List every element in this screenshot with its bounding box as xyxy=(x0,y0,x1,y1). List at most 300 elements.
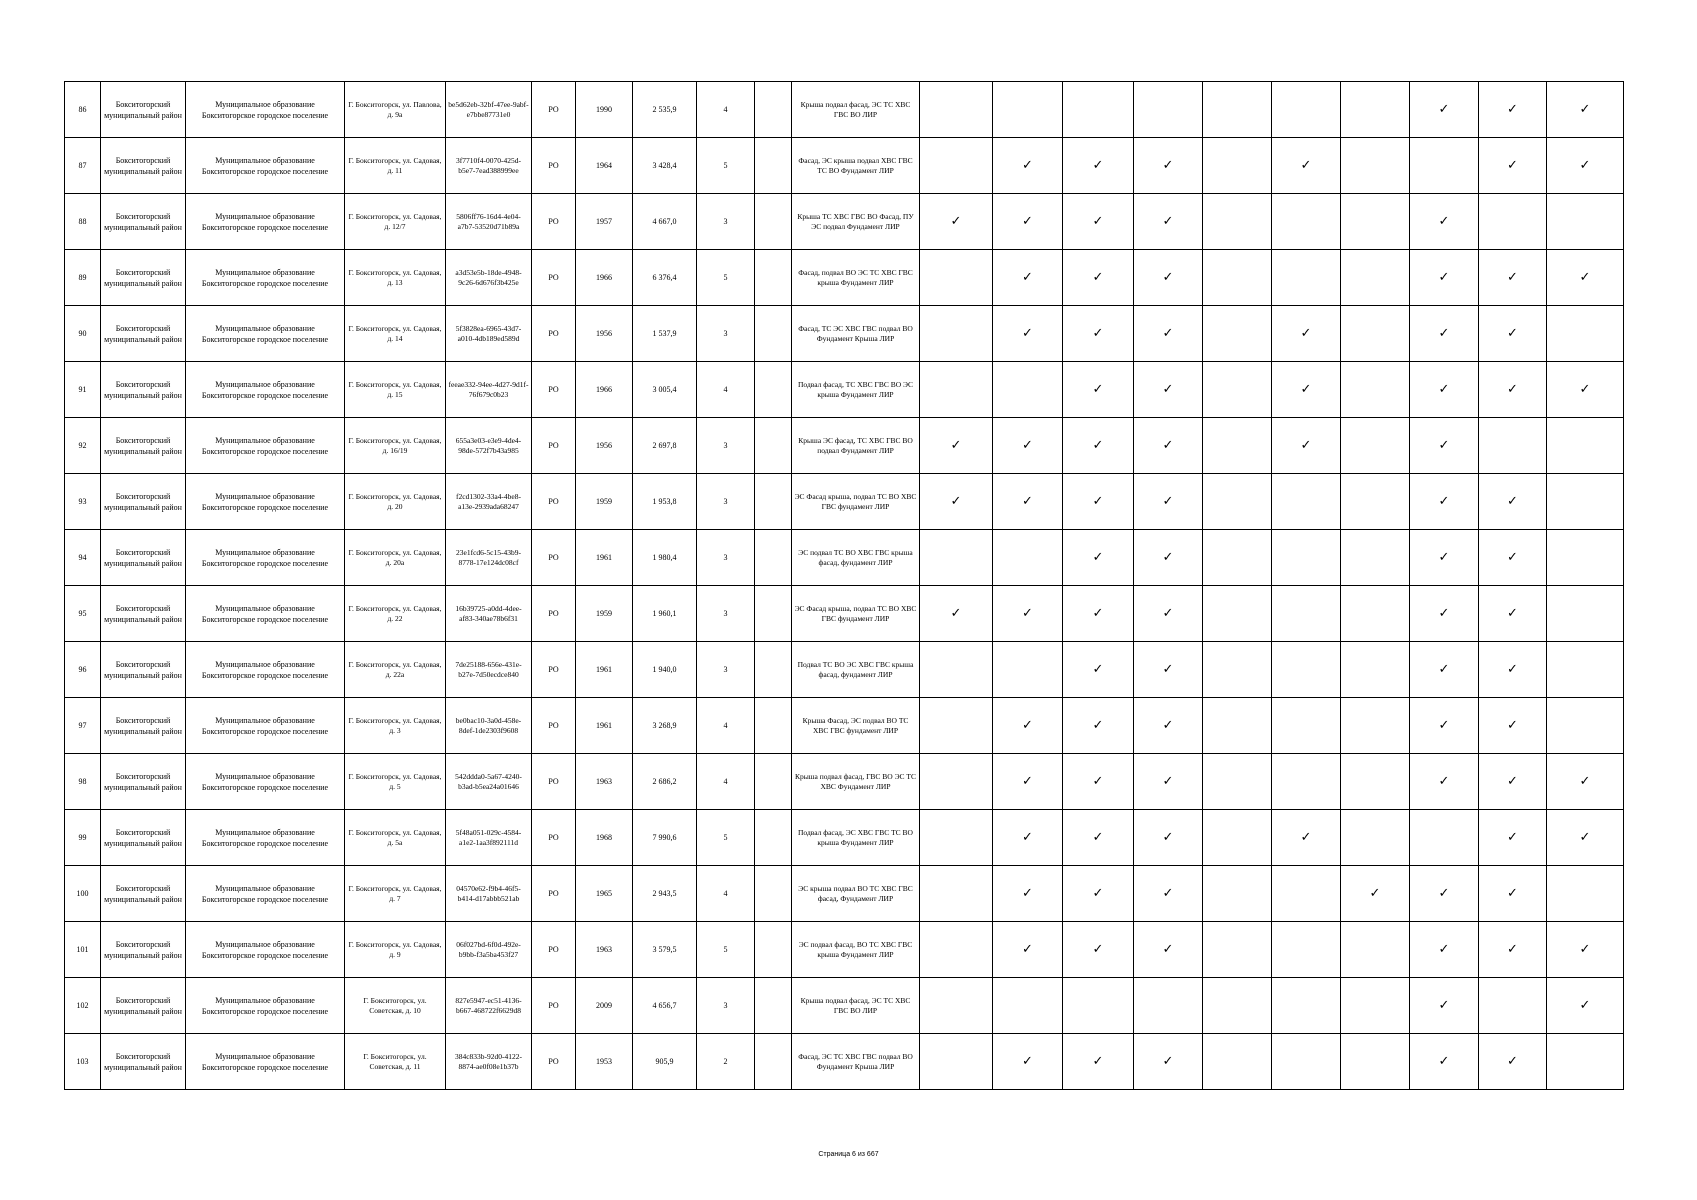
cell-works: Подвал фасад, ТС ХВС ГВС ВО ЭС крыша Фундамент ЛИР xyxy=(792,362,920,418)
check-mark-icon: ✓ xyxy=(1063,586,1134,642)
cell-empty xyxy=(1341,530,1410,586)
cell-municipality: Муниципальное образование Бокситогорское городское поселение xyxy=(186,138,345,194)
cell-type: РО xyxy=(532,754,576,810)
check-mark-icon: ✓ xyxy=(1410,194,1479,250)
cell-type: РО xyxy=(532,82,576,138)
check-mark-icon: ✓ xyxy=(1134,642,1203,698)
check-mark-icon: ✓ xyxy=(993,250,1063,306)
cell-num: 89 xyxy=(65,250,101,306)
cell-floors: 3 xyxy=(697,306,755,362)
cell-num: 100 xyxy=(65,866,101,922)
check-mark-icon: ✓ xyxy=(1410,530,1479,586)
cell-type: РО xyxy=(532,922,576,978)
check-mark-icon: ✓ xyxy=(993,754,1063,810)
cell-municipality: Муниципальное образование Бокситогорское городское поселение xyxy=(186,698,345,754)
cell-empty xyxy=(1547,418,1624,474)
check-mark-icon: ✓ xyxy=(1063,418,1134,474)
cell-floors: 4 xyxy=(697,698,755,754)
table-row xyxy=(65,586,1624,642)
cell-empty xyxy=(1134,82,1203,138)
cell-year: 1965 xyxy=(576,866,633,922)
cell-area: 1 537,9 xyxy=(633,306,697,362)
check-mark-icon: ✓ xyxy=(1410,82,1479,138)
cell-empty xyxy=(1272,1034,1341,1090)
table-row xyxy=(65,642,1624,698)
check-mark-icon: ✓ xyxy=(993,474,1063,530)
cell-municipality: Муниципальное образование Бокситогорское городское поселение xyxy=(186,586,345,642)
check-mark-icon: ✓ xyxy=(1479,642,1547,698)
check-mark-icon: ✓ xyxy=(1063,754,1134,810)
cell-empty xyxy=(755,194,792,250)
cell-num: 95 xyxy=(65,586,101,642)
cell-municipality: Муниципальное образование Бокситогорское городское поселение xyxy=(186,922,345,978)
cell-type: РО xyxy=(532,978,576,1034)
cell-empty xyxy=(1203,306,1272,362)
cell-empty xyxy=(920,306,993,362)
check-mark-icon: ✓ xyxy=(1479,922,1547,978)
cell-guid: feeae332-94ee-4d27-9d1f-76f679c0b23 xyxy=(446,362,532,418)
cell-empty xyxy=(755,586,792,642)
cell-empty xyxy=(1272,922,1341,978)
cell-district: Бокситогорский муниципальный район xyxy=(101,306,186,362)
check-mark-icon: ✓ xyxy=(1547,922,1624,978)
cell-area: 2 697,8 xyxy=(633,418,697,474)
cell-works: Фасад, ЭС крыша подвал ХВС ГВС ТС ВО Фундамент ЛИР xyxy=(792,138,920,194)
cell-empty xyxy=(755,530,792,586)
cell-address: Г. Бокситогорск, ул. Садовая, д. 12/7 xyxy=(345,194,446,250)
cell-district: Бокситогорский муниципальный район xyxy=(101,1034,186,1090)
cell-type: РО xyxy=(532,530,576,586)
check-mark-icon: ✓ xyxy=(1479,474,1547,530)
cell-year: 1953 xyxy=(576,1034,633,1090)
cell-area: 4 656,7 xyxy=(633,978,697,1034)
cell-type: РО xyxy=(532,250,576,306)
cell-empty xyxy=(920,866,993,922)
cell-num: 90 xyxy=(65,306,101,362)
cell-num: 102 xyxy=(65,978,101,1034)
cell-works: ЭС Фасад крыша, подвал ТС ВО ХВС ГВС фундамент ЛИР xyxy=(792,474,920,530)
cell-empty xyxy=(755,642,792,698)
cell-floors: 3 xyxy=(697,586,755,642)
cell-works: Фасад, ЭС ТС ХВС ГВС подвал ВО Фундамент Крыша ЛИР xyxy=(792,1034,920,1090)
cell-area: 3 268,9 xyxy=(633,698,697,754)
check-mark-icon: ✓ xyxy=(993,194,1063,250)
cell-type: РО xyxy=(532,866,576,922)
check-mark-icon: ✓ xyxy=(1479,82,1547,138)
cell-address: Г. Бокситогорск, ул. Садовая, д. 15 xyxy=(345,362,446,418)
cell-num: 99 xyxy=(65,810,101,866)
cell-year: 1990 xyxy=(576,82,633,138)
cell-empty xyxy=(1479,978,1547,1034)
cell-municipality: Муниципальное образование Бокситогорское городское поселение xyxy=(186,82,345,138)
check-mark-icon: ✓ xyxy=(1063,474,1134,530)
cell-empty xyxy=(920,754,993,810)
check-mark-icon: ✓ xyxy=(1134,810,1203,866)
cell-address: Г. Бокситогорск, ул. Садовая, д. 14 xyxy=(345,306,446,362)
table-row xyxy=(65,810,1624,866)
table-row xyxy=(65,250,1624,306)
cell-municipality: Муниципальное образование Бокситогорское городское поселение xyxy=(186,306,345,362)
cell-works: Подвал ТС ВО ЭС ХВС ГВС крыша фасад, фундамент ЛИР xyxy=(792,642,920,698)
check-mark-icon: ✓ xyxy=(1479,530,1547,586)
cell-guid: 04570e62-f9b4-46f5-b414-d17abbb521ab xyxy=(446,866,532,922)
cell-works: Фасад, подвал ВО ЭС ТС ХВС ГВС крыша Фундамент ЛИР xyxy=(792,250,920,306)
check-mark-icon: ✓ xyxy=(1410,642,1479,698)
cell-works: Крыша подвал фасад, ЭС ТС ХВС ГВС ВО ЛИР xyxy=(792,978,920,1034)
cell-empty xyxy=(755,698,792,754)
cell-year: 1968 xyxy=(576,810,633,866)
check-mark-icon: ✓ xyxy=(1410,586,1479,642)
cell-empty xyxy=(755,978,792,1034)
cell-floors: 5 xyxy=(697,810,755,866)
check-mark-icon: ✓ xyxy=(920,194,993,250)
table-row xyxy=(65,306,1624,362)
cell-empty xyxy=(993,978,1063,1034)
check-mark-icon: ✓ xyxy=(1134,194,1203,250)
check-mark-icon: ✓ xyxy=(1063,138,1134,194)
table-row xyxy=(65,1034,1624,1090)
cell-district: Бокситогорский муниципальный район xyxy=(101,754,186,810)
cell-empty xyxy=(1341,474,1410,530)
cell-empty xyxy=(755,474,792,530)
cell-num: 87 xyxy=(65,138,101,194)
cell-empty xyxy=(1341,810,1410,866)
check-mark-icon: ✓ xyxy=(1063,866,1134,922)
table-body xyxy=(65,82,1624,1090)
cell-guid: 06f027bd-6f0d-492e-b9bb-f3a5ba453f27 xyxy=(446,922,532,978)
cell-empty xyxy=(1341,138,1410,194)
cell-area: 3 579,5 xyxy=(633,922,697,978)
cell-empty xyxy=(755,82,792,138)
check-mark-icon: ✓ xyxy=(993,1034,1063,1090)
cell-num: 97 xyxy=(65,698,101,754)
check-mark-icon: ✓ xyxy=(1063,642,1134,698)
cell-address: Г. Бокситогорск, ул. Садовая, д. 16/19 xyxy=(345,418,446,474)
check-mark-icon: ✓ xyxy=(1410,922,1479,978)
check-mark-icon: ✓ xyxy=(1272,362,1341,418)
cell-municipality: Муниципальное образование Бокситогорское городское поселение xyxy=(186,362,345,418)
cell-address: Г. Бокситогорск, ул. Садовая, д. 5 xyxy=(345,754,446,810)
cell-num: 91 xyxy=(65,362,101,418)
cell-floors: 5 xyxy=(697,922,755,978)
cell-works: Фасад, ТС ЭС ХВС ГВС подвал ВО Фундамент Крыша ЛИР xyxy=(792,306,920,362)
cell-num: 96 xyxy=(65,642,101,698)
cell-num: 86 xyxy=(65,82,101,138)
check-mark-icon: ✓ xyxy=(1272,138,1341,194)
cell-address: Г. Бокситогорск, ул. Садовая, д. 5а xyxy=(345,810,446,866)
cell-municipality: Муниципальное образование Бокситогорское городское поселение xyxy=(186,866,345,922)
cell-empty xyxy=(1203,1034,1272,1090)
cell-works: ЭС Фасад крыша, подвал ТС ВО ХВС ГВС фундамент ЛИР xyxy=(792,586,920,642)
table-row xyxy=(65,698,1624,754)
check-mark-icon: ✓ xyxy=(1134,754,1203,810)
cell-works: ЭС подвал фасад, ВО ТС ХВС ГВС крыша Фундамент ЛИР xyxy=(792,922,920,978)
cell-municipality: Муниципальное образование Бокситогорское городское поселение xyxy=(186,474,345,530)
cell-empty xyxy=(920,138,993,194)
cell-type: РО xyxy=(532,586,576,642)
table-row xyxy=(65,194,1624,250)
table-row xyxy=(65,922,1624,978)
cell-floors: 3 xyxy=(697,978,755,1034)
cell-empty xyxy=(920,1034,993,1090)
cell-municipality: Муниципальное образование Бокситогорское городское поселение xyxy=(186,250,345,306)
cell-empty xyxy=(1203,810,1272,866)
check-mark-icon: ✓ xyxy=(1410,698,1479,754)
cell-guid: a3d53e5b-18de-4948-9c26-6d676f3b425e xyxy=(446,250,532,306)
table-row xyxy=(65,362,1624,418)
cell-empty xyxy=(993,82,1063,138)
cell-floors: 4 xyxy=(697,82,755,138)
check-mark-icon: ✓ xyxy=(1272,306,1341,362)
check-mark-icon: ✓ xyxy=(1547,82,1624,138)
check-mark-icon: ✓ xyxy=(993,866,1063,922)
cell-guid: 5806ff76-16d4-4e04-a7b7-53520d71b89a xyxy=(446,194,532,250)
cell-district: Бокситогорский муниципальный район xyxy=(101,866,186,922)
check-mark-icon: ✓ xyxy=(1272,810,1341,866)
check-mark-icon: ✓ xyxy=(1134,362,1203,418)
cell-empty xyxy=(1203,530,1272,586)
cell-empty xyxy=(920,362,993,418)
cell-guid: f2cd1302-33a4-4be8-a13e-2939ada68247 xyxy=(446,474,532,530)
cell-works: Крыша подвал фасад, ГВС ВО ЭС ТС ХВС Фундамент ЛИР xyxy=(792,754,920,810)
cell-municipality: Муниципальное образование Бокситогорское городское поселение xyxy=(186,530,345,586)
cell-empty xyxy=(755,250,792,306)
check-mark-icon: ✓ xyxy=(1134,138,1203,194)
cell-floors: 4 xyxy=(697,754,755,810)
cell-empty xyxy=(755,1034,792,1090)
buildings-table xyxy=(64,81,1624,1090)
cell-area: 2 943,5 xyxy=(633,866,697,922)
check-mark-icon: ✓ xyxy=(920,418,993,474)
cell-empty xyxy=(920,250,993,306)
check-mark-icon: ✓ xyxy=(1479,866,1547,922)
cell-municipality: Муниципальное образование Бокситогорское городское поселение xyxy=(186,642,345,698)
cell-empty xyxy=(1341,922,1410,978)
cell-floors: 3 xyxy=(697,530,755,586)
cell-floors: 2 xyxy=(697,1034,755,1090)
cell-num: 98 xyxy=(65,754,101,810)
cell-guid: 7de25188-656e-431e-b27e-7d50ecdce840 xyxy=(446,642,532,698)
cell-type: РО xyxy=(532,418,576,474)
cell-empty xyxy=(755,866,792,922)
check-mark-icon: ✓ xyxy=(1272,418,1341,474)
cell-empty xyxy=(1341,194,1410,250)
cell-area: 1 960,1 xyxy=(633,586,697,642)
check-mark-icon: ✓ xyxy=(1410,866,1479,922)
cell-floors: 5 xyxy=(697,138,755,194)
cell-empty xyxy=(1203,194,1272,250)
page-footer xyxy=(0,1151,1697,1158)
cell-empty xyxy=(1341,698,1410,754)
cell-empty xyxy=(1341,754,1410,810)
check-mark-icon: ✓ xyxy=(1479,1034,1547,1090)
check-mark-icon: ✓ xyxy=(1410,1034,1479,1090)
cell-district: Бокситогорский муниципальный район xyxy=(101,978,186,1034)
check-mark-icon: ✓ xyxy=(1410,474,1479,530)
cell-address: Г. Бокситогорск, ул. Советская, д. 10 xyxy=(345,978,446,1034)
cell-empty xyxy=(1547,642,1624,698)
table-row xyxy=(65,418,1624,474)
check-mark-icon: ✓ xyxy=(1479,250,1547,306)
cell-year: 1961 xyxy=(576,530,633,586)
cell-empty xyxy=(755,138,792,194)
table-row xyxy=(65,82,1624,138)
cell-empty xyxy=(1272,586,1341,642)
cell-guid: 5f48a051-029c-4584-a1e2-1aa3f892111d xyxy=(446,810,532,866)
cell-empty xyxy=(1203,418,1272,474)
cell-empty xyxy=(755,306,792,362)
check-mark-icon: ✓ xyxy=(1134,586,1203,642)
cell-empty xyxy=(1547,1034,1624,1090)
check-mark-icon: ✓ xyxy=(993,586,1063,642)
cell-area: 2 535,9 xyxy=(633,82,697,138)
cell-empty xyxy=(993,642,1063,698)
cell-empty xyxy=(920,978,993,1034)
cell-municipality: Муниципальное образование Бокситогорское городское поселение xyxy=(186,978,345,1034)
cell-type: РО xyxy=(532,306,576,362)
cell-address: Г. Бокситогорск, ул. Павлова, д. 9а xyxy=(345,82,446,138)
cell-works: ЭС крыша подвал ВО ТС ХВС ГВС фасад, Фундамент ЛИР xyxy=(792,866,920,922)
cell-empty xyxy=(1272,474,1341,530)
check-mark-icon: ✓ xyxy=(1063,194,1134,250)
check-mark-icon: ✓ xyxy=(993,306,1063,362)
cell-empty xyxy=(1272,978,1341,1034)
check-mark-icon: ✓ xyxy=(1410,418,1479,474)
cell-area: 1 953,8 xyxy=(633,474,697,530)
cell-empty xyxy=(920,642,993,698)
check-mark-icon: ✓ xyxy=(1063,810,1134,866)
page-number: Страница 6 из 667 xyxy=(818,1151,879,1158)
cell-empty xyxy=(755,922,792,978)
cell-num: 92 xyxy=(65,418,101,474)
check-mark-icon: ✓ xyxy=(1063,250,1134,306)
check-mark-icon: ✓ xyxy=(993,810,1063,866)
cell-num: 94 xyxy=(65,530,101,586)
cell-year: 2009 xyxy=(576,978,633,1034)
check-mark-icon: ✓ xyxy=(993,418,1063,474)
cell-district: Бокситогорский муниципальный район xyxy=(101,194,186,250)
cell-empty xyxy=(1547,586,1624,642)
cell-works: Подвал фасад, ЭС ХВС ГВС ТС ВО крыша Фундамент ЛИР xyxy=(792,810,920,866)
check-mark-icon: ✓ xyxy=(993,922,1063,978)
cell-num: 88 xyxy=(65,194,101,250)
cell-empty xyxy=(1063,978,1134,1034)
cell-guid: 384c833b-92d0-4122-8874-ae0f08e1b37b xyxy=(446,1034,532,1090)
check-mark-icon: ✓ xyxy=(1479,754,1547,810)
cell-empty xyxy=(1341,362,1410,418)
check-mark-icon: ✓ xyxy=(1063,698,1134,754)
cell-area: 1 940,0 xyxy=(633,642,697,698)
cell-empty xyxy=(920,922,993,978)
table-row xyxy=(65,138,1624,194)
cell-empty xyxy=(1341,82,1410,138)
cell-type: РО xyxy=(532,1034,576,1090)
cell-municipality: Муниципальное образование Бокситогорское городское поселение xyxy=(186,1034,345,1090)
cell-type: РО xyxy=(532,474,576,530)
table-row xyxy=(65,754,1624,810)
check-mark-icon: ✓ xyxy=(1063,1034,1134,1090)
check-mark-icon: ✓ xyxy=(1547,362,1624,418)
check-mark-icon: ✓ xyxy=(1479,698,1547,754)
check-mark-icon: ✓ xyxy=(1134,530,1203,586)
check-mark-icon: ✓ xyxy=(1134,698,1203,754)
check-mark-icon: ✓ xyxy=(1134,250,1203,306)
cell-address: Г. Бокситогорск, ул. Советская, д. 11 xyxy=(345,1034,446,1090)
cell-address: Г. Бокситогорск, ул. Садовая, д. 9 xyxy=(345,922,446,978)
cell-empty xyxy=(1203,642,1272,698)
cell-empty xyxy=(993,530,1063,586)
cell-district: Бокситогорский муниципальный район xyxy=(101,362,186,418)
cell-empty xyxy=(1479,194,1547,250)
cell-area: 3 005,4 xyxy=(633,362,697,418)
check-mark-icon: ✓ xyxy=(920,586,993,642)
cell-district: Бокситогорский муниципальный район xyxy=(101,138,186,194)
check-mark-icon: ✓ xyxy=(1479,586,1547,642)
check-mark-icon: ✓ xyxy=(1547,754,1624,810)
cell-guid: 827e5947-ec51-4136-b667-468722f6629d8 xyxy=(446,978,532,1034)
cell-empty xyxy=(755,418,792,474)
check-mark-icon: ✓ xyxy=(1410,250,1479,306)
cell-empty xyxy=(1272,754,1341,810)
cell-floors: 3 xyxy=(697,194,755,250)
cell-year: 1966 xyxy=(576,250,633,306)
cell-empty xyxy=(1341,306,1410,362)
cell-area: 2 686,2 xyxy=(633,754,697,810)
cell-municipality: Муниципальное образование Бокситогорское городское поселение xyxy=(186,194,345,250)
cell-district: Бокситогорский муниципальный район xyxy=(101,642,186,698)
cell-empty xyxy=(1203,922,1272,978)
cell-area: 7 990,6 xyxy=(633,810,697,866)
check-mark-icon: ✓ xyxy=(1479,810,1547,866)
cell-area: 905,9 xyxy=(633,1034,697,1090)
cell-guid: 23e1fcd6-5c15-43b9-8778-17e124dc08cf xyxy=(446,530,532,586)
cell-year: 1963 xyxy=(576,922,633,978)
cell-empty xyxy=(1203,978,1272,1034)
check-mark-icon: ✓ xyxy=(1341,866,1410,922)
cell-year: 1959 xyxy=(576,586,633,642)
cell-address: Г. Бокситогорск, ул. Садовая, д. 22 xyxy=(345,586,446,642)
cell-works: ЭС подвал ТС ВО ХВС ГВС крыша фасад, фундамент ЛИР xyxy=(792,530,920,586)
cell-year: 1963 xyxy=(576,754,633,810)
cell-empty xyxy=(1203,754,1272,810)
check-mark-icon: ✓ xyxy=(1410,306,1479,362)
cell-empty xyxy=(1203,586,1272,642)
cell-year: 1961 xyxy=(576,698,633,754)
cell-empty xyxy=(1203,138,1272,194)
cell-works: Крыша ТС ХВС ГВС ВО Фасад, ПУ ЭС подвал Фундамент ЛИР xyxy=(792,194,920,250)
cell-address: Г. Бокситогорск, ул. Садовая, д. 11 xyxy=(345,138,446,194)
cell-empty xyxy=(1341,418,1410,474)
check-mark-icon: ✓ xyxy=(1547,250,1624,306)
cell-year: 1956 xyxy=(576,418,633,474)
cell-area: 4 667,0 xyxy=(633,194,697,250)
cell-empty xyxy=(1547,698,1624,754)
check-mark-icon: ✓ xyxy=(993,138,1063,194)
cell-guid: 16b39725-a0dd-4dee-af83-340ae78b6f31 xyxy=(446,586,532,642)
cell-empty xyxy=(1272,82,1341,138)
cell-empty xyxy=(1203,698,1272,754)
cell-municipality: Муниципальное образование Бокситогорское городское поселение xyxy=(186,810,345,866)
check-mark-icon: ✓ xyxy=(1547,138,1624,194)
cell-guid: be0bac10-3a0d-458e-8def-1de2303f9608 xyxy=(446,698,532,754)
check-mark-icon: ✓ xyxy=(1063,306,1134,362)
cell-works: Крыша ЭС фасад, ТС ХВС ГВС ВО подвал Фундамент ЛИР xyxy=(792,418,920,474)
check-mark-icon: ✓ xyxy=(1410,978,1479,1034)
cell-type: РО xyxy=(532,362,576,418)
check-mark-icon: ✓ xyxy=(1134,1034,1203,1090)
cell-empty xyxy=(1272,698,1341,754)
check-mark-icon: ✓ xyxy=(1063,362,1134,418)
